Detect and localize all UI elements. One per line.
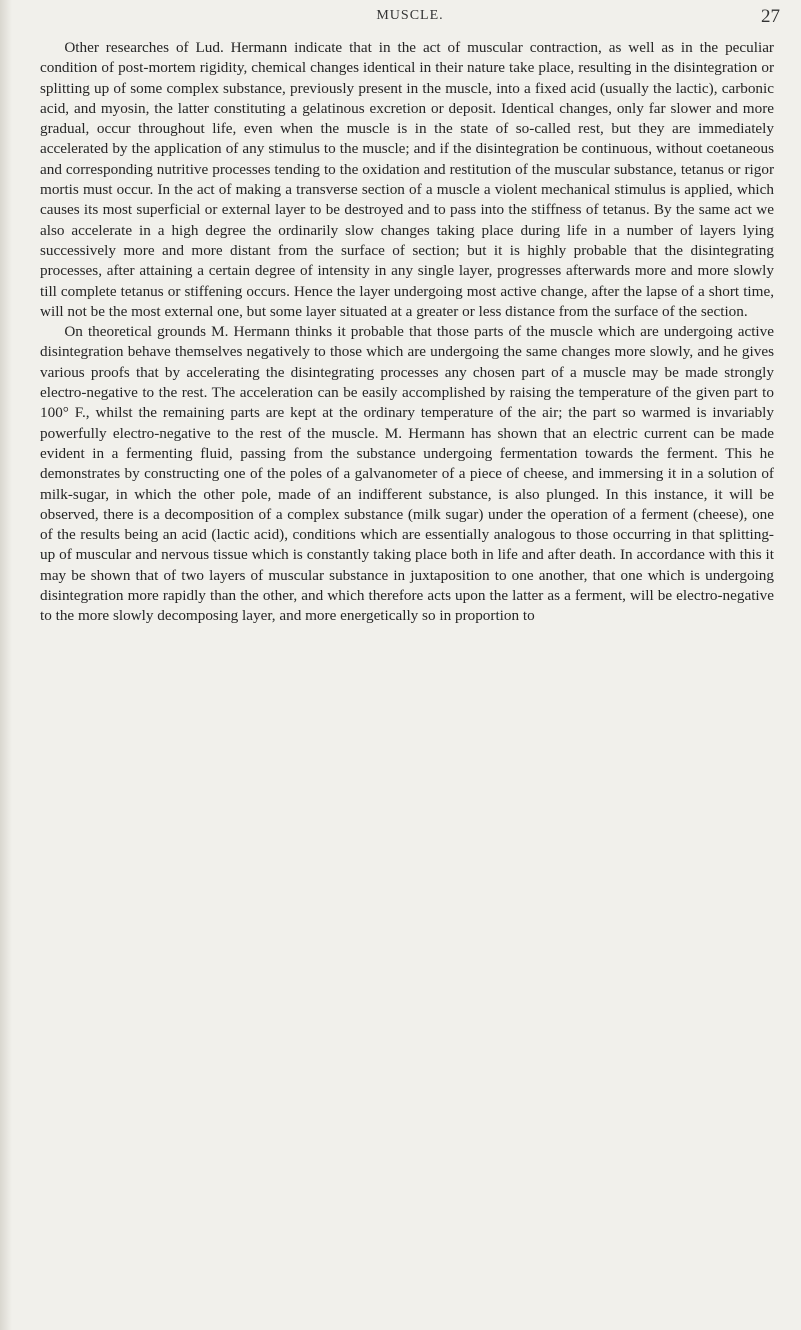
running-head — [40, 6, 780, 32]
running-title: MUSCLE. — [376, 8, 444, 23]
page-number: 27 — [761, 6, 780, 27]
paragraph: On theoretical grounds M. Hermann thinks it probable that those parts of the muscle which are undergoing active disintegration behave themselves negatively to those which are undergoing the same changes more slowly, and he gives various proofs that by accelerating the disintegrating processes any chosen part of a muscle may be made strongly electro-negative to the rest. The acceleration can be easily accomplished by raising the temperature of the given part to 100° F., whilst the remaining parts are kept at the ordinary temperature of the air; the part so warmed is invariably powerfully electro-negative to the rest of the muscle. M. Hermann has shown that an electric current can be made evident in a fermenting fluid, passing from the substance undergoing fermentation towards the ferment. This he demonstrates by constructing one of the poles of a galvanometer of a piece of cheese, and immersing it in a solution of milk-sugar, in which the other pole, made of an indifferent substance, is also plunged. In this instance, it will be observed, there is a decomposition of a complex substance (milk sugar) under the operation of a ferment (cheese), one of the results being an acid (lactic acid), conditions which are essentially analogous to those occurring in that splitting-up of muscular and nervous tissue which is constantly taking place both in life and after death. In accordance with this it may be shown that of two layers of muscular substance in juxtaposition to one another, that one which is undergoing disintegration more rapidly than the other, and which therefore acts upon the latter as a ferment, will be electro-negative to the more slowly decomposing layer, and more energetically so in proportion to — [40, 323, 774, 625]
body-text — [40, 38, 774, 627]
page-gutter-shadow — [0, 0, 12, 1330]
paragraph: Other researches of Lud. Hermann indicate that in the act of muscular contraction, as well as in the peculiar condition of post-mortem rigidity, chemical changes identical in their nature take place, resulting in the disintegration or splitting up of some complex substance, previously present in the muscle, into a fixed acid (usually the lactic), carbonic acid, and myosin, the latter constituting a gelatinous excretion or deposit. Identical changes, only far slower and more gradual, occur throughout life, even when the muscle is in the state of so-called rest, but they are immediately accelerated by the application of any stimulus to the muscle; and if the disintegration be continuous, without coetaneous and corresponding nutritive processes tending to the oxidation and restitution of the muscular substance, tetanus or rigor mortis must occur. In the act of making a transverse section of a muscle a violent mechanical stimulus is applied, which causes its most superficial or external layer to be destroyed and to pass into the stiffness of tetanus. By the same act we also accelerate in a high degree the ordinarily slow changes taking place during life in a number of layers lying successively more and more distant from the surface of section; but it is highly probable that the disintegrating processes, after attaining a certain degree of intensity in any single layer, progresses afterwards more and more slowly till complete tetanus or stiffening occurs. Hence the layer undergoing most active change, after the lapse of a short time, will not be the most external one, but some layer situated at a greater or less distance from the surface of the section. — [40, 39, 774, 320]
